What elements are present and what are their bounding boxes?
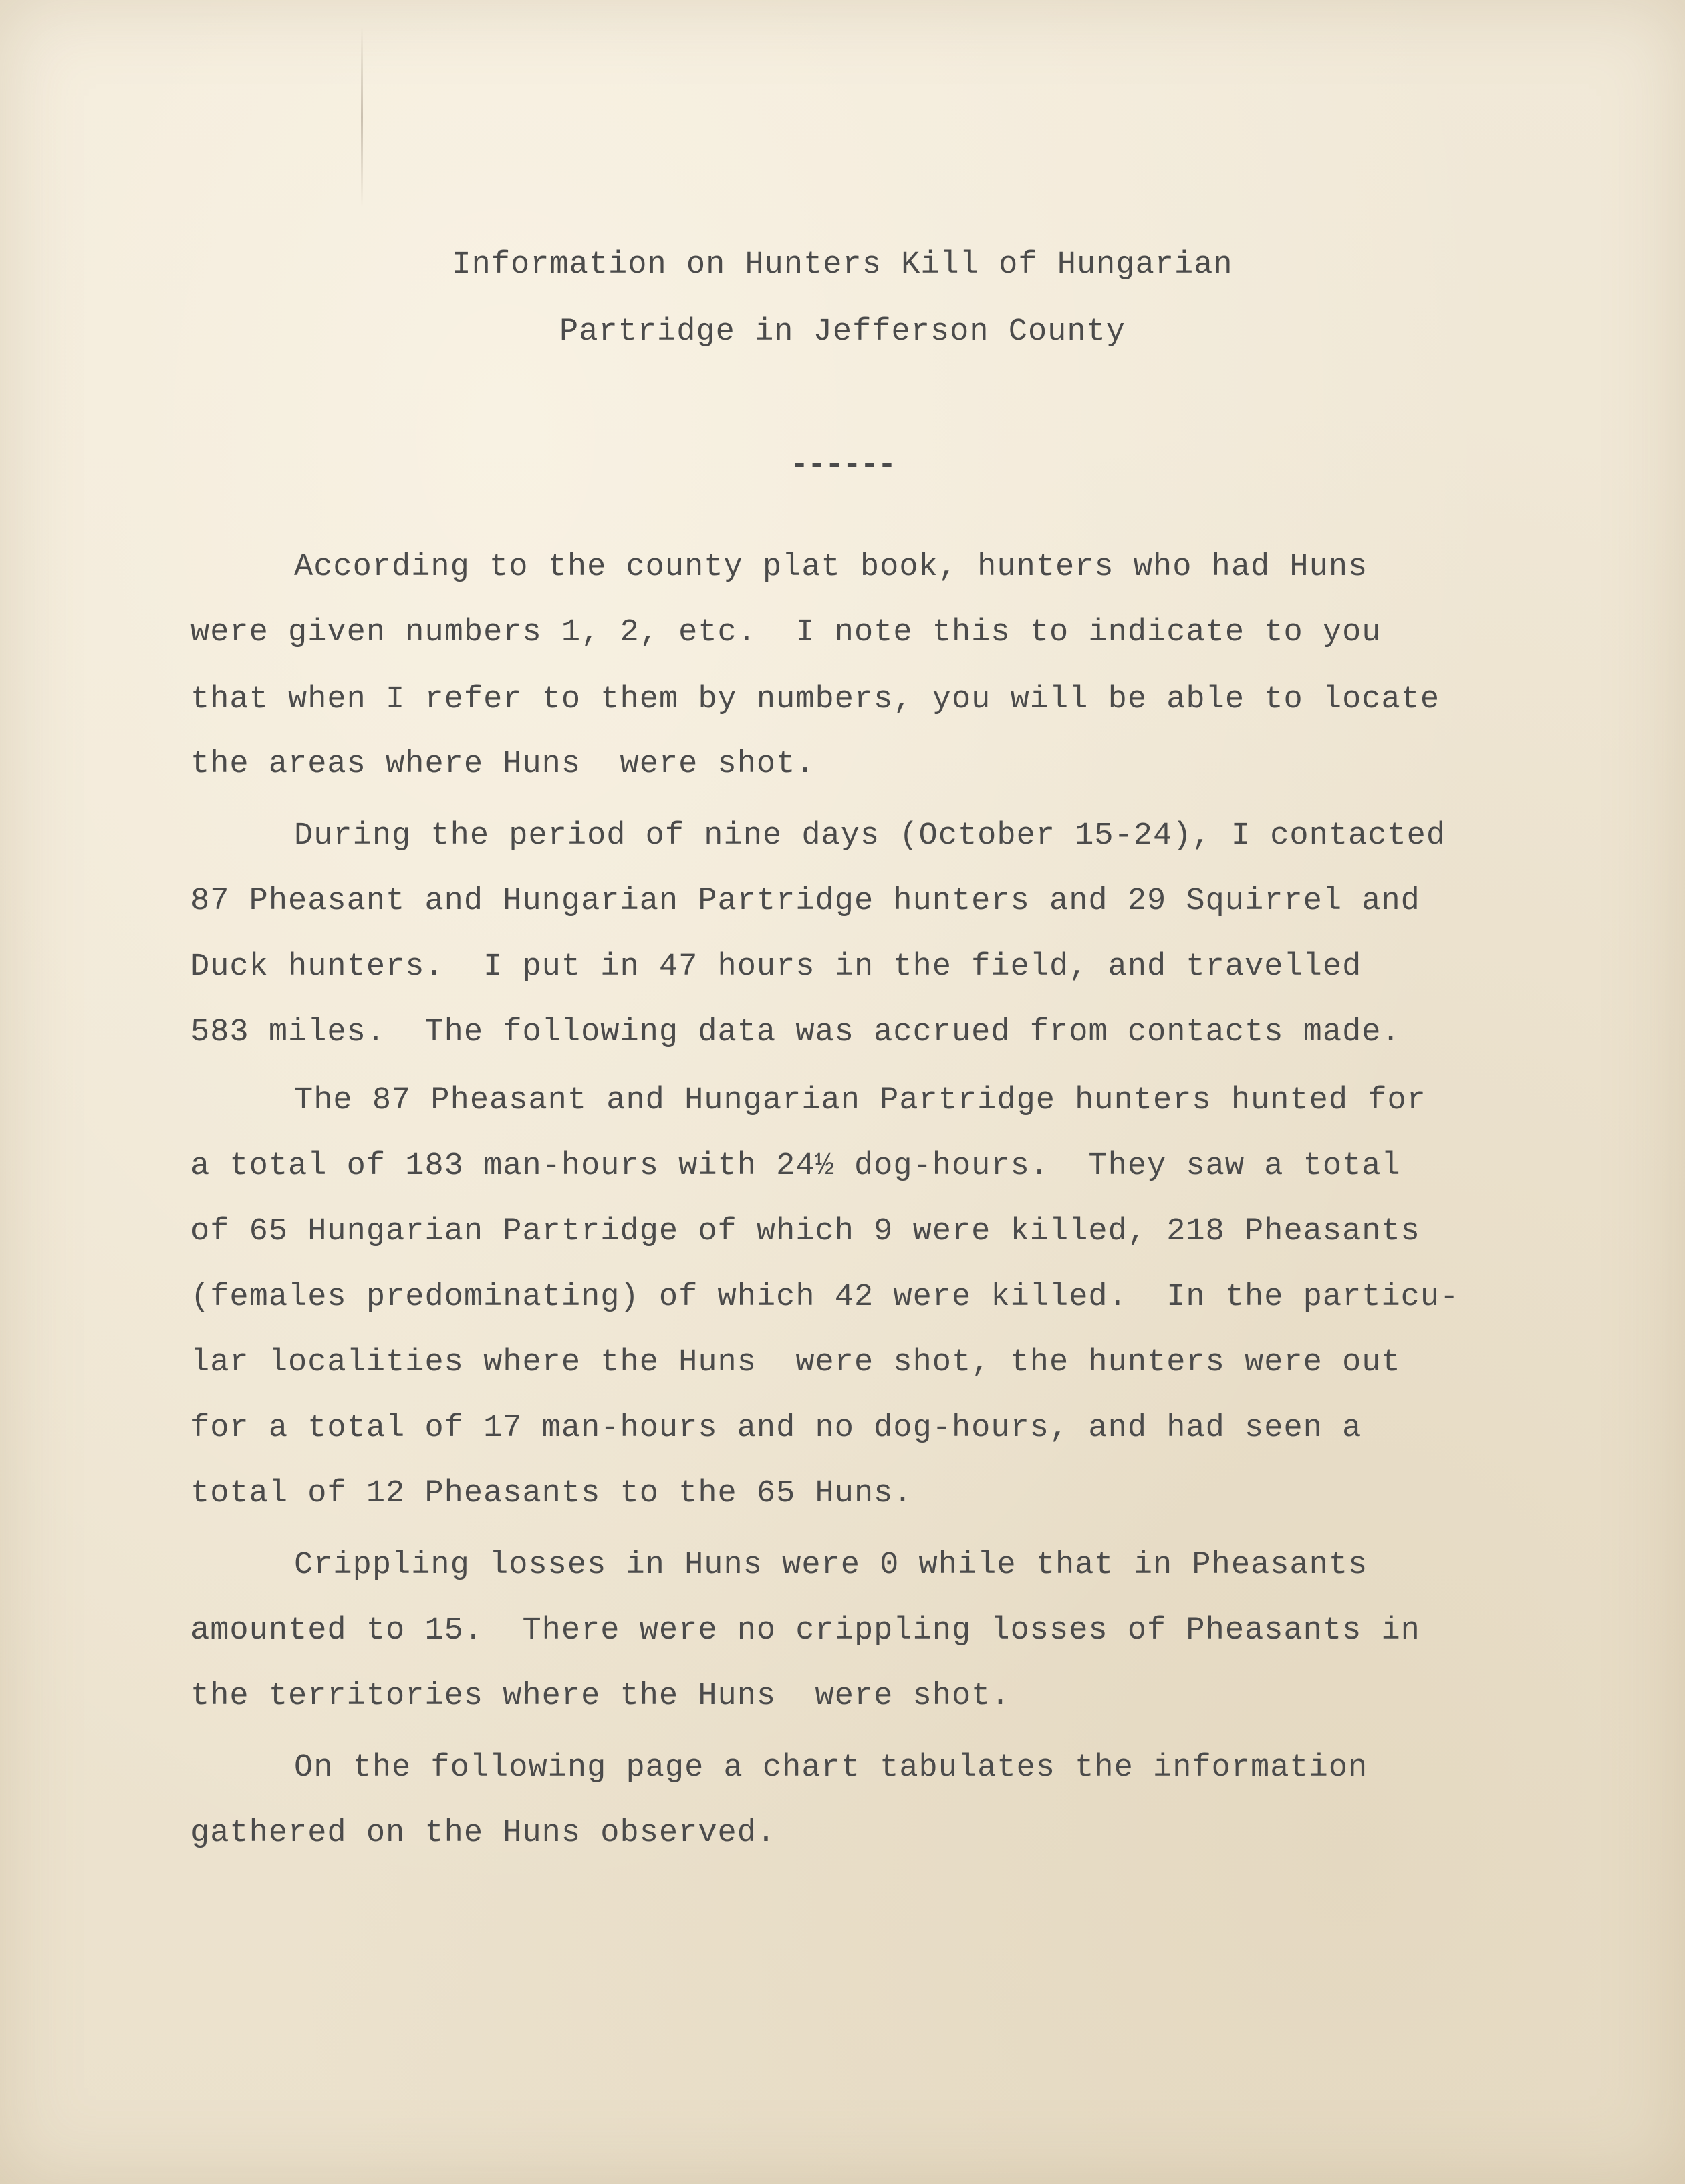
paragraph-2-line-2: 87 Pheasant and Hungarian Partridge hunters and 29 Squirrel and: [190, 884, 1420, 919]
paragraph-3-line-4: (females predominating) of which 42 were killed. In the particu-: [190, 1280, 1460, 1315]
document-title-line-2: Partridge in Jefferson County: [559, 314, 1126, 350]
paragraph-3-line-5: lar localities where the Huns were shot, the hunters were out: [190, 1345, 1401, 1380]
paragraph-5-line-2: gathered on the Huns observed.: [190, 1816, 777, 1851]
title-separator: ------: [789, 448, 896, 483]
paragraph-3-line-3: of 65 Hungarian Partridge of which 9 were killed, 218 Pheasants: [190, 1214, 1420, 1249]
paragraph-2-line-4: 583 miles. The following data was accrued from contacts made.: [190, 1015, 1401, 1050]
document-title-line-1: Information on Hunters Kill of Hungarian: [452, 247, 1233, 283]
paragraph-3-line-2: a total of 183 man-hours with 24½ dog-hours. They saw a total: [190, 1148, 1401, 1184]
paragraph-2-line-1: During the period of nine days (October 15-24), I contacted: [294, 818, 1446, 854]
paper-fold-mark: [361, 27, 363, 207]
paragraph-1-line-1: According to the county plat book, hunters who had Huns: [294, 550, 1368, 585]
paragraph-4-line-1: Crippling losses in Huns were 0 while that in Pheasants: [294, 1548, 1368, 1583]
paragraph-1-line-4: the areas where Huns were shot.: [190, 747, 815, 782]
paragraph-3-line-7: total of 12 Pheasants to the 65 Huns.: [190, 1476, 913, 1511]
paragraph-3-line-6: for a total of 17 man-hours and no dog-hours, and had seen a: [190, 1411, 1362, 1446]
paragraph-5-line-1: On the following page a chart tabulates the information: [294, 1750, 1368, 1786]
paragraph-2-line-3: Duck hunters. I put in 47 hours in the field, and travelled: [190, 949, 1362, 985]
paragraph-3-line-1: The 87 Pheasant and Hungarian Partridge hunters hunted for: [294, 1083, 1426, 1118]
paragraph-4-line-2: amounted to 15. There were no crippling losses of Pheasants in: [190, 1613, 1420, 1649]
paragraph-1-line-3: that when I refer to them by numbers, you will be able to locate: [190, 682, 1440, 717]
paragraph-1-line-2: were given numbers 1, 2, etc. I note this to indicate to you: [190, 615, 1382, 650]
paragraph-4-line-3: the territories where the Huns were shot.: [190, 1679, 1011, 1714]
